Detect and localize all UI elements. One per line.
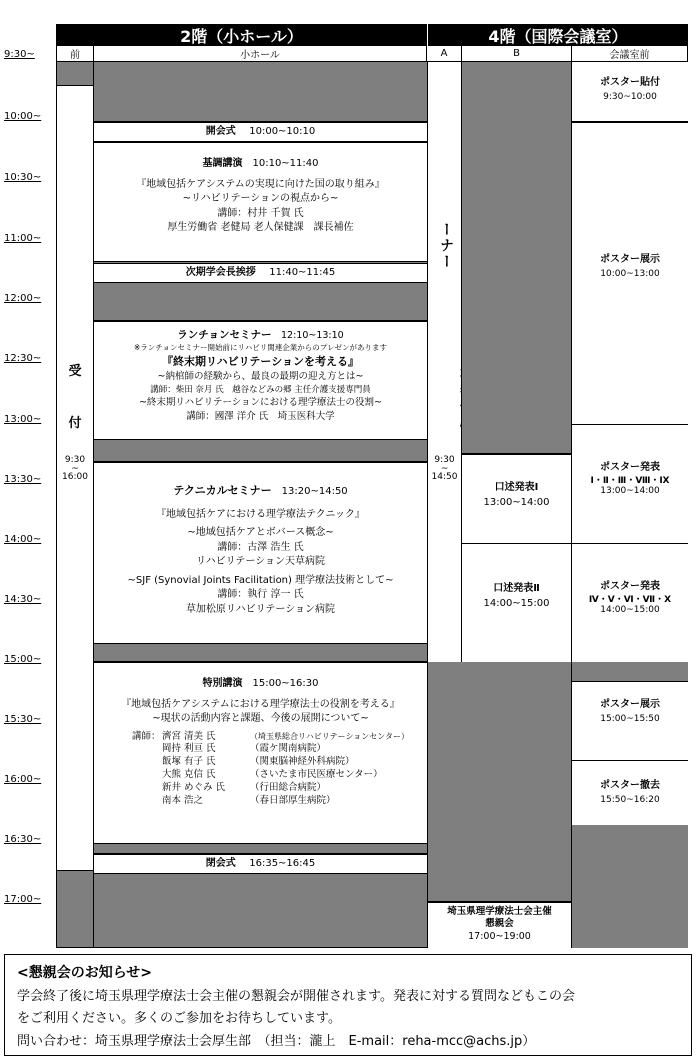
poster-remove-time: 15:50~16:20 xyxy=(600,794,660,805)
speaker-aff: （さいたま市民医療センター） xyxy=(250,768,383,780)
keynote-title: 基調講演 xyxy=(202,158,243,169)
notice-line1: 学会終了後に埼玉県理学療法士会主催の懇親会が開催されます。発表に対する質問などもこの会 xyxy=(17,988,575,1004)
opening-ceremony xyxy=(94,122,427,142)
reception-time-sep: ~ xyxy=(71,463,79,474)
reception-gray-bottom xyxy=(57,870,93,948)
speaker-row xyxy=(132,782,427,795)
lunch-heading xyxy=(94,328,427,343)
keynote-line: 『地域包括ケアシステムの実現に向けた国の取り組み』 xyxy=(136,178,385,190)
subheader-b: B xyxy=(462,46,572,62)
speaker-name: 大熊 克信 氏 xyxy=(162,768,216,780)
lunch-time: 12:10~13:10 xyxy=(280,330,344,341)
hall-gray-0930 xyxy=(94,62,427,122)
subheader-a: A xyxy=(427,46,462,62)
special-speakers xyxy=(94,731,427,808)
closing-time: 16:35~16:45 xyxy=(249,858,316,869)
keynote-time: 10:10~11:40 xyxy=(252,158,319,169)
poster-show-2 xyxy=(572,681,688,761)
poster-show1-time: 10:00~13:00 xyxy=(600,268,660,279)
time-label: 17:00~ xyxy=(4,894,42,905)
poster-pres1-sub: Ⅰ・Ⅱ・Ⅲ・Ⅷ・Ⅸ xyxy=(590,475,670,486)
poster-put-time: 9:30~10:00 xyxy=(603,91,657,102)
reception-label-2: 付 xyxy=(68,416,82,431)
poster-pres-1 xyxy=(572,424,688,544)
floor4-header: 4階（国際会議室） xyxy=(427,24,688,46)
oral1-title: 口述発表Ⅰ xyxy=(494,482,539,493)
technical-line: ~SJF (Synovial Joints Facilitation) 理学療法技術として~ xyxy=(127,574,394,586)
speakers-label: 講師： xyxy=(132,730,161,742)
technical-time: 13:20~14:50 xyxy=(281,486,348,497)
lunch-line: ※ランチョンセミナー開始前にリハビリ関連企業からのプレゼンがあります xyxy=(133,343,388,353)
lunch-line: ~終末期リハビリテーションにおける理学療法士の役割~ xyxy=(138,397,383,409)
special-title: 特別講演 xyxy=(202,678,243,689)
subheader-hall: 小ホール xyxy=(94,46,427,62)
poster-pres-2 xyxy=(572,543,688,663)
notice-line2: をご利用ください。多くのご参加をお待ちしています。 xyxy=(17,1011,341,1027)
poster-pres1-time: 13:00~14:00 xyxy=(600,486,660,497)
technical-seminar xyxy=(94,462,427,644)
oral2-time: 14:00~15:00 xyxy=(483,597,550,609)
speaker-aff: （行田総合病院） xyxy=(250,781,327,793)
reception-label-1: 受 xyxy=(68,364,82,379)
hall-gray-1310 xyxy=(94,440,427,462)
col-a-time-end: 14:50 xyxy=(431,472,458,483)
keynote-line: 講師：村井 千賀 氏 xyxy=(217,207,304,219)
time-label: 12:00~ xyxy=(4,293,42,304)
col-a-time xyxy=(428,456,461,483)
notice-contact: 問い合わせ：埼玉県理学療法士会厚生部 （担当：瀧上 E-mail：reha-mcc@achs.jp） xyxy=(17,1034,536,1049)
reception-gray-top xyxy=(57,62,93,86)
time-label: 13:00~ xyxy=(4,414,42,425)
time-label: 16:30~ xyxy=(4,834,42,845)
hall-gray-1645 xyxy=(94,874,427,948)
greeting-title: 次期学会長挨拶 xyxy=(185,267,256,278)
time-label: 11:00~ xyxy=(4,233,42,244)
opening-time: 10:00~10:10 xyxy=(249,126,316,137)
technical-line: 草加松原リハビリテーション病院 xyxy=(185,603,336,615)
speaker-aff: （春日部厚生病院） xyxy=(250,794,336,806)
speaker-name: 飯塚 有子 氏 xyxy=(162,756,216,768)
time-label: 14:30~ xyxy=(4,594,42,605)
time-label: 13:30~ xyxy=(4,474,42,485)
reception-time-start: 9:30 xyxy=(64,455,86,465)
col-a-time-start: 9:30 xyxy=(434,455,455,465)
speaker-aff: （霞ケ関南病院） xyxy=(250,743,327,755)
lunch-line: ~納棺師の経験から、最良の最期の迎え方とは~ xyxy=(157,371,364,383)
speaker-row xyxy=(132,743,427,756)
speaker-row xyxy=(132,731,427,744)
front-gray-bottom xyxy=(572,825,688,948)
reception-time xyxy=(57,456,93,483)
lunch-line: 講師：柴田 奈月 氏 越谷などみの郷 主任介護支援専門員 xyxy=(150,384,371,395)
greeting-session xyxy=(94,263,427,283)
special-time: 15:00~16:30 xyxy=(252,678,319,689)
poster-show2-time: 15:00~15:50 xyxy=(600,713,660,724)
greeting-time: 11:40~11:45 xyxy=(269,267,336,278)
keynote-heading xyxy=(94,157,427,172)
speaker-name: 新井 めぐみ 氏 xyxy=(162,781,226,793)
keynote-line: 厚生労働省 老健局 老人保健課 課長補佐 xyxy=(167,222,354,233)
speaker-row xyxy=(132,756,427,769)
reception-column xyxy=(56,62,94,948)
social-time: 17:00~19:00 xyxy=(468,930,531,942)
poster-put-title: ポスター貼付 xyxy=(600,77,660,88)
social-line1: 埼玉県理学療法士会主催 xyxy=(447,906,552,917)
poster-put xyxy=(572,62,688,122)
floor2-header: 2階（小ホール） xyxy=(56,24,427,46)
speaker-name: 岡持 利亘 氏 xyxy=(162,743,216,755)
special-lecture xyxy=(94,662,427,844)
poster-pres1-title: ポスター発表 xyxy=(600,462,660,473)
speaker-aff: （埼玉県総合リハビリテーションセンター） xyxy=(250,731,409,741)
reception-time-end: 16:00 xyxy=(62,472,88,483)
time-label: 15:00~ xyxy=(4,654,42,665)
technical-heading xyxy=(94,483,427,500)
equipment-corner-label: ーナー xyxy=(438,222,454,270)
poster-remove xyxy=(572,760,688,826)
poster-remove-title: ポスター撤去 xyxy=(600,780,660,791)
oral-session-1 xyxy=(462,454,572,544)
notice-heading: <懇親会のお知らせ> xyxy=(17,965,153,981)
technical-line: 『地域包括ケアにおける理学療法テクニック』 xyxy=(156,508,365,520)
technical-title: テクニカルセミナー xyxy=(173,484,272,497)
subheader-front: 会議室前 xyxy=(572,46,688,62)
poster-show1-title: ポスター展示 xyxy=(600,254,660,265)
oral-session-2 xyxy=(462,543,572,663)
technical-line: ~地域包括ケアとボバース概念~ xyxy=(187,527,334,538)
lunch-title: ランチョンセミナー xyxy=(177,329,272,341)
front-gray-1500 xyxy=(572,662,688,682)
poster-pres2-sub: Ⅳ・Ⅴ・Ⅵ・Ⅶ・Ⅹ xyxy=(588,594,672,605)
technical-line: 講師：執行 淳一 氏 xyxy=(217,589,304,600)
technical-line: リハビリテーション天草病院 xyxy=(195,556,326,567)
time-label: 16:00~ xyxy=(4,774,42,785)
time-label: 10:30~ xyxy=(4,172,42,183)
hall-gray-1630 xyxy=(94,844,427,854)
speaker-row xyxy=(132,795,427,808)
hall-gray-1145 xyxy=(94,283,427,321)
social-notice xyxy=(4,954,692,1056)
technical-line: 講師：古澤 浩生 氏 xyxy=(217,541,304,553)
poster-show-1 xyxy=(572,122,688,425)
subheader-mae: 前 xyxy=(56,46,94,62)
luncheon-seminar xyxy=(94,321,427,440)
closing-title: 閉会式 xyxy=(205,858,236,869)
hall-gray-1450 xyxy=(94,644,427,662)
col-b-gray-top xyxy=(462,62,572,454)
keynote-line: ~リハビリテーションの視点から~ xyxy=(182,193,339,204)
oral2-title: 口述発表Ⅱ xyxy=(493,583,540,594)
keynote-session xyxy=(94,142,427,262)
poster-pres2-title: ポスター発表 xyxy=(600,581,660,592)
special-line: 『地域包括ケアシステムにおける理学療法士の役割を考える』 xyxy=(121,698,400,710)
special-heading xyxy=(94,677,427,692)
speaker-row xyxy=(132,769,427,782)
col-a-time-sep: ~ xyxy=(440,463,449,474)
time-label: 12:30~ xyxy=(4,353,42,364)
ab-gray-bottom xyxy=(427,662,572,902)
social-gathering xyxy=(427,902,572,948)
social-line2: 懇親会 xyxy=(485,918,514,930)
time-label: 9:30~ xyxy=(4,49,35,60)
speaker-name: 南本 浩之 xyxy=(162,794,204,806)
closing-ceremony xyxy=(94,854,427,874)
time-label: 14:00~ xyxy=(4,534,42,545)
time-label: 10:00~ xyxy=(4,111,42,122)
speaker-aff: （関東脳神経外科病院） xyxy=(250,756,355,768)
special-line: ~現状の活動内容と課題、今後の展開について~ xyxy=(152,713,369,724)
speaker-name: 濟宮 清美 氏 xyxy=(162,730,216,742)
lunch-line: 講師：國澤 洋介 氏 埼玉医科大学 xyxy=(186,410,335,422)
poster-pres2-time: 14:00~15:00 xyxy=(600,605,660,616)
oral1-time: 13:00~14:00 xyxy=(483,496,550,508)
lunch-line: 『終末期リハビリテーションを考える』 xyxy=(161,355,359,369)
poster-show2-title: ポスター展示 xyxy=(600,699,660,710)
time-label: 15:30~ xyxy=(4,714,42,725)
opening-title: 開会式 xyxy=(205,126,236,137)
